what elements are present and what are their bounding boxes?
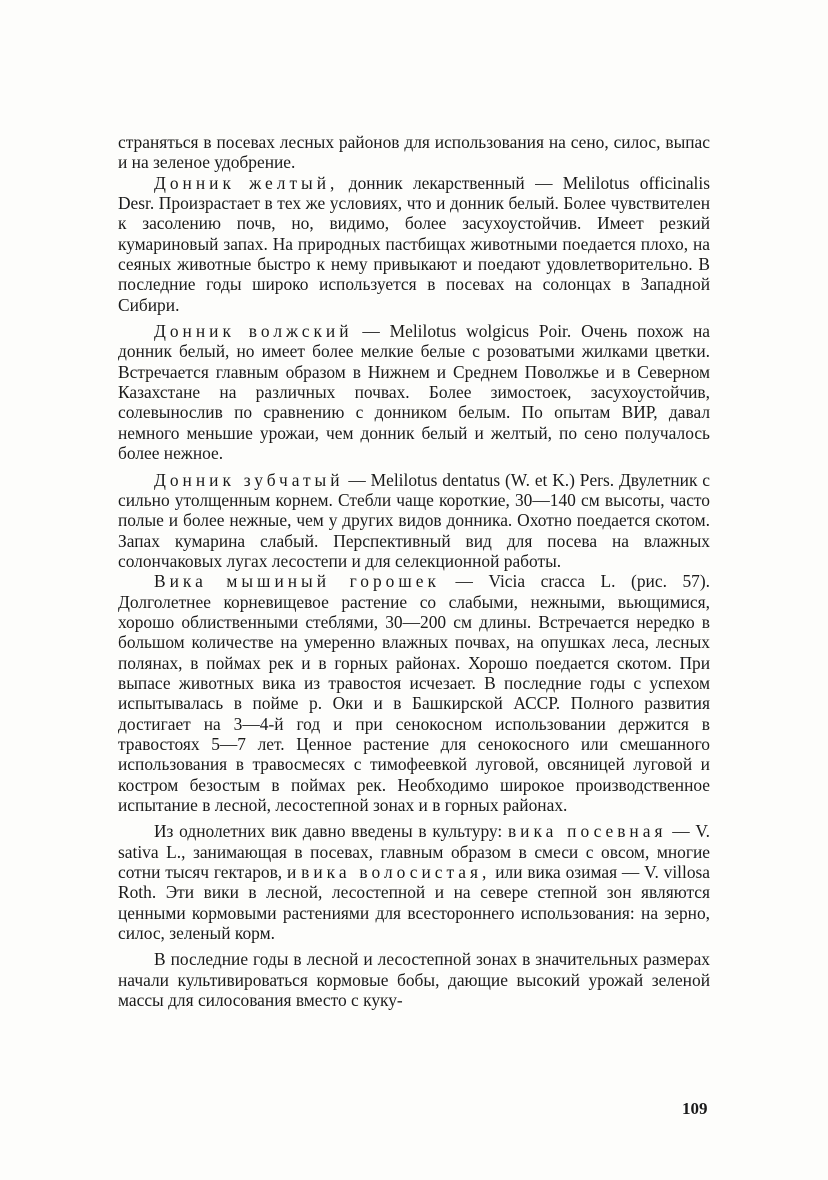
paragraph-donnik-zheltyi [118,173,710,315]
paragraph-vika-myshinyi [118,571,710,815]
paragraph-donnik-zubchatyi [118,470,710,572]
text-donnik-zubchatyi: — Melilotus dentatus (W. et K.) Pers. Двулетник с сильно утолщенным корнем. Стебли чаще короткие, 30—140 см высоты, часто полые и более нежные, чем у других видов донника. Охотно поедается скотом. Запах кумарина слабый. Перспективный вид для посева на влажных солончаковых лугах лесостепи и для селекционной работы. [118,469,710,571]
term-vika-volosistaya: вика волосистая, [301,862,491,883]
text-vika-myshinyi: — Vicia cracca L. (рис. 57). Долголетнее корневищевое растение со слабыми, нежными, вьющимися, хорошо облиственными стеблями, 30—200 см длины. Встречается нередко в большом количестве на умеренно влажных почвах, на опушках леса, лесных полянах, в поймах рек и в горных районах. Хорошо поедается скотом. При выпасе животных вика из травостоя исчезает. В последние годы с успехом испытывалась в пойме р. Оки и в Башкирской АССР. Полного развития достигает на 3—4-й год и при сенокосном использовании держится в травостоях 5—7 лет. Ценное растение для сенокосного или смешанного использования в травосмесях с тимофеевкой луговой, овсяницей луговой и костром безостым в поймах рек. Необходимо широкое производственное испытание в лесной, лесостепной зонах и в горных районах. [118,571,710,815]
page-number: 109 [682,1099,708,1118]
paragraph-kormovye-boby: В последние годы в лесной и лесостепной зонах в значительных размерах начали культивироваться кормовые бобы, дающие высокий урожай зеленой массы для силосования вместо с куку- [118,949,710,1011]
paragraph-donnik-volzhskii [118,321,710,463]
text-annual-vetches-c: или вика озимая — V. villosa Roth. Эти вики в лесной, лесостепной и на севере степной зон являются ценными кормовыми растениями для всестороннего использования: на зерно, силос, зеленый корм. [118,862,711,944]
text-donnik-volzhskii: — Melilotus wolgicus Poir. Очень похож на донник белый, но имеет более мелкие белые с розоватыми жилками цветки. Встречается главным образом в Нижнем и Среднем Поволжье и в Северном Казахстане на различных почвах. Более зимостоек, засухоустойчив, солевынослив по сравнению с донником белым. По опытам ВИР, давал немного меньшие урожаи, чем донник белый и желтый, по сено получалось более нежное. [118,321,710,464]
body-text [118,132,710,1010]
text-annual-vetches-b: — V. sativa L., занимающая в посевах, главным образом в смеси с овсом, многие сотни тысяч гектаров, и [118,821,710,883]
paragraph-continuation: страняться в посевах лесных районов для использования на сено, силос, выпас и на зеленое удобрение. [118,132,710,173]
term-vika-posevnaya: вика посевная [507,821,667,842]
text-annual-vetches-a: Из однолетних вик давно введены в культуру: [154,821,508,842]
term-donnik-zheltyi: Донник желтый, [154,172,339,193]
term-vika-myshinyi: Вика мышиный горошек [154,571,440,592]
term-donnik-zubchatyi: Донник зубчатый [154,469,344,490]
text-donnik-zheltyi: донник лекарственный — Melilotus officinalis Desr. Произрастает в тех же условиях, что и донник белый. Более чувствителен к засолению почв, но, видимо, более засухоустойчив. Имеет резкий кумариновый запах. На природных пастбищах животными поедается плохо, на сеяных животные быстро к нему привыкают и поедают удовлетворительно. В последние годы широко используется в посевах на солонцах в Западной Сибири. [118,172,710,315]
paragraph-annual-vetches [118,821,710,943]
term-donnik-volzhskii: Донник волжский [154,321,353,342]
